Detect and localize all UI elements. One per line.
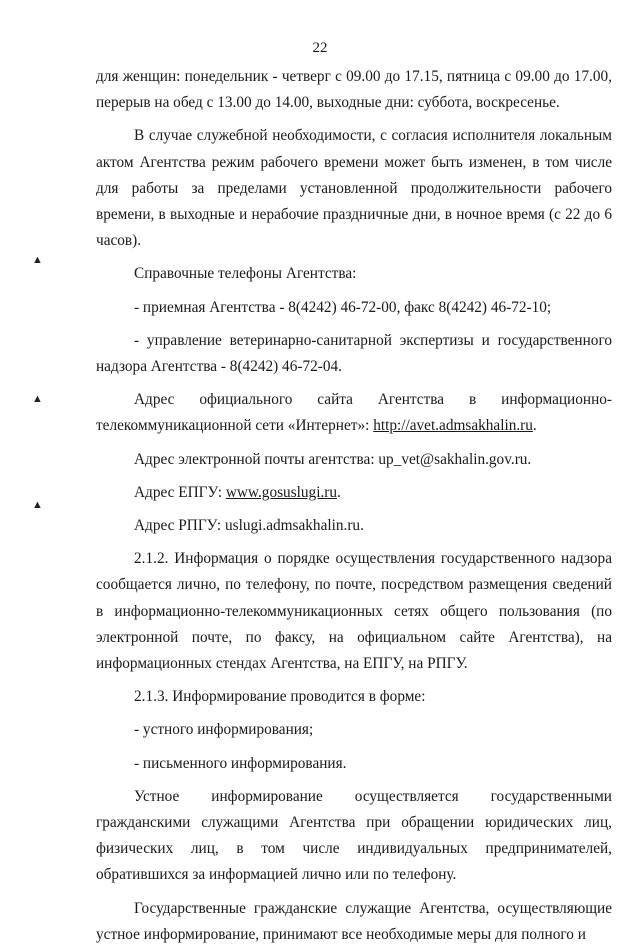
paragraph: Справочные телефоны Агентства: <box>134 265 357 283</box>
gosuslugi-link[interactable]: www.gosuslugi.ru <box>225 483 338 501</box>
paragraph: В случае служебной необходимости, с согласия исполнителя локальным актом Агентства режим рабочего времени может быть изменен, в том числе для работы за пределами установленной продолжительности рабочего времени, в выходные и нерабочие праздничные дни, в ночное время (с 22 до 6 часов). <box>96 127 612 250</box>
paragraph-text: Адрес ЕПГУ: <box>134 483 222 501</box>
paragraph: для женщин: понедельник - четверг с 09.00 до 17.15, пятница с 09.00 до 17.00, перерыв на обед с 13.00 до 14.00, выходные дни: суббота, воскресенье. <box>96 68 612 112</box>
document-body <box>96 64 612 948</box>
paragraph: Адрес РПГУ: uslugi.admsakhalin.ru. <box>134 517 364 535</box>
scan-mark-icon: ▲ <box>32 393 43 405</box>
paragraph: 2.1.2. Информация о порядке осуществления государственного надзора сообщается лично, по телефону, по почте, посредством размещения сведений в информационно-телекоммуникационных сетях общего пользования (по электронной почте, по факсу, на официальном сайте Агентства), на информационных стендах Агентства, на ЕПГУ, на РПГУ. <box>96 550 612 673</box>
paragraph-text: Адрес официального сайта Агентства в информационно-телекоммуникационной сети «Интернет»: <box>96 391 612 435</box>
paragraph: 2.1.3. Информирование проводится в форме: <box>134 688 426 706</box>
website-link[interactable]: http://avet.admsakhalin.ru <box>373 417 533 435</box>
paragraph: Государственные гражданские служащие Агентства, осуществляющие устное информирование, принимают все необходимые меры для полного и <box>96 899 612 943</box>
paragraph: Адрес ЕПГУ: www.gosuslugi.ru. <box>134 483 341 501</box>
scan-mark-icon: ▲ <box>32 499 43 511</box>
paragraph: - устного информирования; <box>134 721 314 739</box>
paragraph: Устное информирование осуществляется государственными гражданскими служащими Агентства при обращении юридических лиц, физических лиц, в том числе индивидуальных предпринимателей, обратившихся за информацией лично или по телефону. <box>96 787 612 884</box>
paragraph: Адрес официального сайта Агентства в информационно-телекоммуникационной сети «Интернет»: http://avet.admsakhalin.ru. <box>96 391 612 435</box>
paragraph: - письменного информирования. <box>134 754 347 772</box>
paragraph: - управление ветеринарно-санитарной экспертизы и государственного надзора Агентства - 8(4242) 46-72-04. <box>96 331 612 376</box>
scan-mark-icon: ▲ <box>32 254 43 266</box>
paragraph: Адрес электронной почты агентства: up_vet@sakhalin.gov.ru. <box>134 450 532 468</box>
page-number: 22 <box>312 40 328 56</box>
paragraph: - приемная Агентства - 8(4242) 46-72-00, факс 8(4242) 46-72-10; <box>134 298 552 316</box>
